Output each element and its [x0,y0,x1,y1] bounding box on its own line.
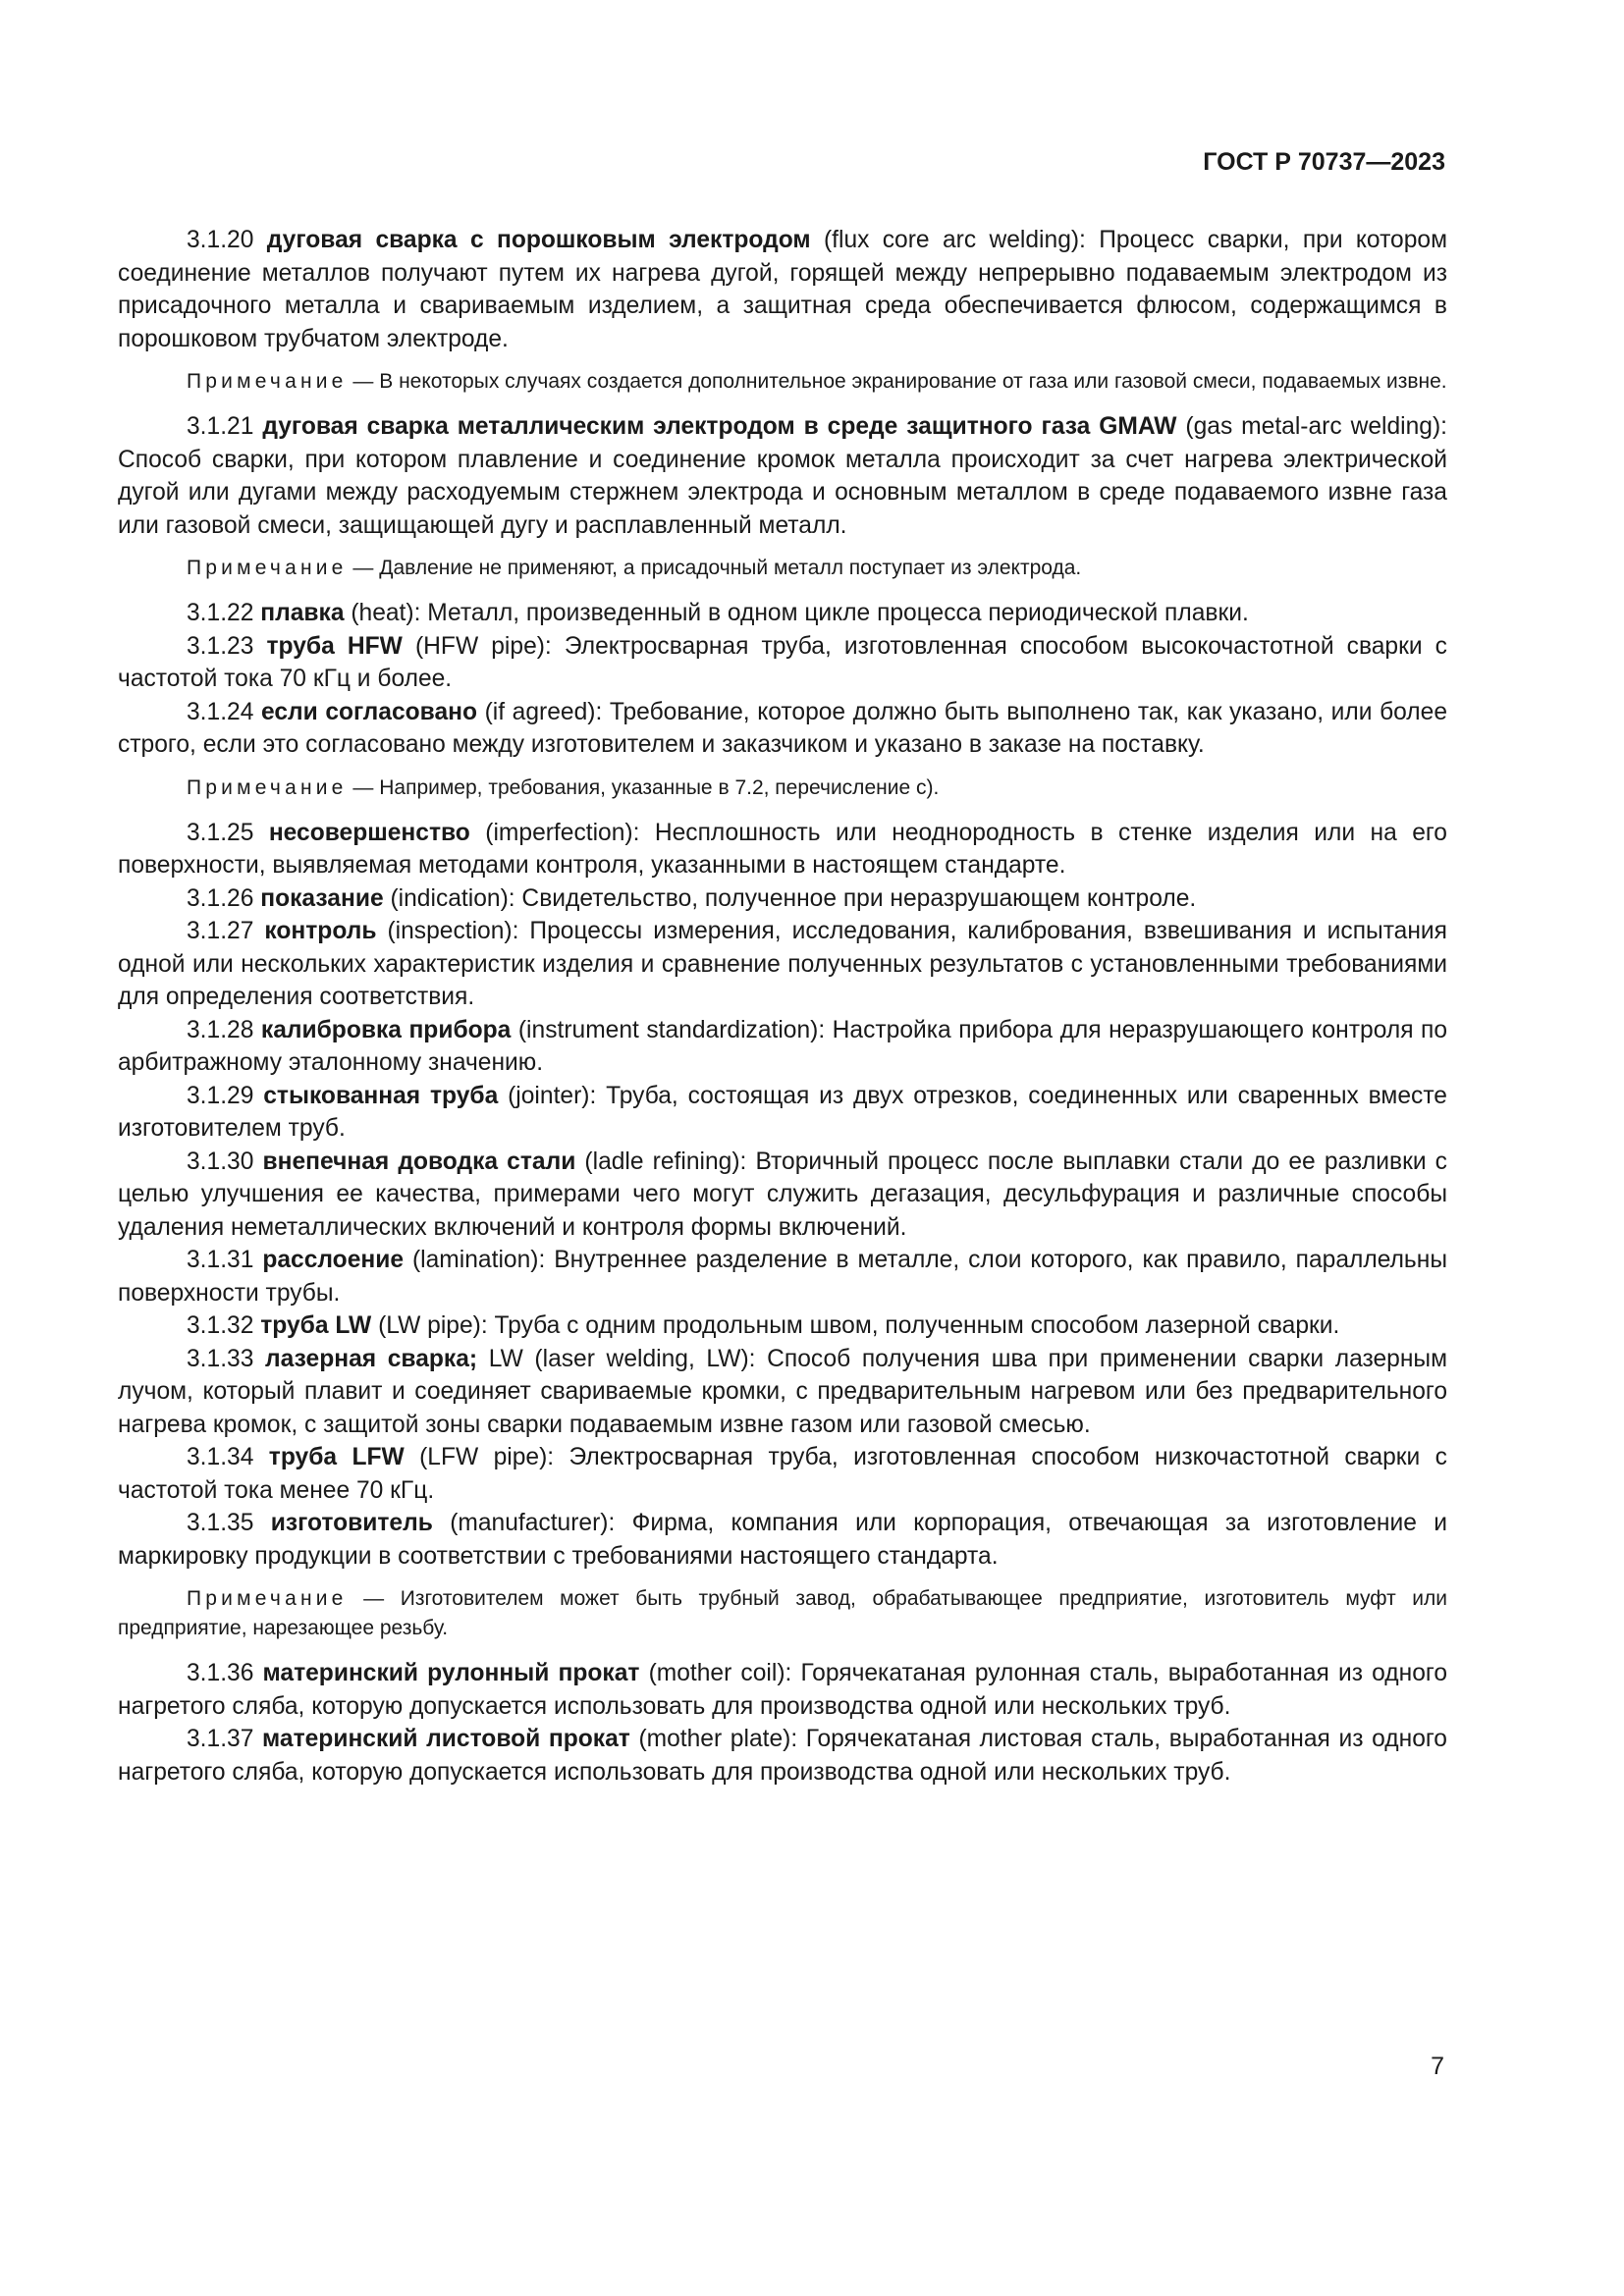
term-text: (if agreed): Требование, которое должно быть выполнено так, как указано, или более строго, если это согласовано между изготовителем и заказчиком и указано в заказе на поставку. [118,698,1447,758]
document-code: ГОСТ Р 70737—2023 [1203,148,1445,176]
term-number: 3.1.26 [187,884,254,912]
term-definition [118,1080,1447,1146]
note [118,367,1447,397]
term-definition [118,630,1447,696]
term-title: лазерная сварка; [265,1345,478,1372]
term-definition [118,597,1447,630]
term-definition [118,1309,1447,1343]
term-title: труба LW [260,1312,372,1339]
note [118,774,1447,803]
term-title: если согласовано [260,698,478,725]
term-definition [118,1343,1447,1442]
term-text: (gas metal-arc welding): Способ сварки, при котором плавление и соединение кромок металла происходит за счет нагрева электрической дугой или дугами между расходуемым стержнем электрода и основным металлом в среде подаваемого извне газа или газовой смеси, защищающей дугу и расплавленный металл. [118,413,1448,539]
term-definition [118,1146,1447,1245]
note-text: — В некоторых случаях создается дополнительное экранирование от газа или газовой смеси, подаваемых извне. [352,370,1447,393]
term-definition [118,1244,1447,1309]
term-number: 3.1.22 [187,600,254,626]
term-title: калибровка прибора [260,1016,512,1043]
term-title: материнский листовой прокат [262,1726,630,1752]
term-definition [118,1441,1447,1507]
term-text: (indication): Свидетельство, полученное при неразрушающем контроле. [383,884,1197,912]
term-title: контроль [264,918,377,944]
term-text: (LW pipe): Труба с одним продольным швом, полученным способом лазерной сварки. [371,1312,1340,1339]
term-definition [118,1657,1447,1723]
term-title: расслоение [262,1247,405,1273]
page-number: 7 [1431,2053,1444,2080]
term-title: плавка [260,600,345,626]
term-number: 3.1.35 [187,1510,254,1536]
term-text: (ladle refining): Вторичный процесс после выплавки стали до ее разливки с целью улучшения ее качества, примерами чего могут служить дегазация, десульфурация и различные способы удаления неметаллических включений и контроля формы включений. [118,1148,1447,1241]
term-number: 3.1.30 [187,1148,254,1175]
term-definition [118,1723,1447,1789]
document-body [118,224,1447,1789]
note [118,554,1447,583]
term-title: стыкованная труба [263,1082,499,1109]
term-text: (manufacturer): Фирма, компания или корпорация, отвечающая за изготовление и маркировку продукции в соответствии с требованиями настоящего стандарта. [118,1510,1447,1570]
term-definition [118,696,1447,762]
term-text: (imperfection): Несплошность или неоднородность в стенке изделия или на его поверхности, выявляемая методами контроля, указанными в настоящем стандарте. [118,819,1447,879]
term-number: 3.1.31 [187,1247,254,1273]
term-number: 3.1.24 [187,698,254,725]
term-definition [118,882,1447,916]
term-number: 3.1.21 [187,413,254,440]
note-label: Примечание [187,775,348,799]
term-text: (lamination): Внутреннее разделение в металле, слои которого, как правило, параллельны поверхности трубы. [118,1247,1447,1307]
term-title: дуговая сварка с порошковым электродом [266,227,811,253]
term-text: LW (laser welding, LW): Способ получения шва при применении сварки лазерным лучом, который плавит и соединяет свариваемые кромки, с предварительным нагревом или без предварительного нагрева кромок, с защитой зоны сварки подаваемым извне газом или газовой смесью. [118,1345,1447,1438]
term-title: материнский рулонный прокат [262,1660,640,1686]
note-text: — Давление не применяют, а присадочный металл поступает из электрода. [352,557,1082,579]
term-text: (mother plate): Горячекатаная листовая сталь, выработанная из одного нагретого сляба, которую допускается использовать для производства одной или нескольких труб. [118,1726,1447,1786]
term-text: (LFW pipe): Электросварная труба, изготовленная способом низкочастотной сварки с частотой тока менее 70 кГц. [118,1444,1447,1504]
term-text: (HFW pipe): Электросварная труба, изготовленная способом высокочастотной сварки с частотой тока 70 кГц и более. [118,632,1447,692]
note-label: Примечание [187,1587,348,1610]
term-text: (inspection): Процессы измерения, исследования, калибрования, взвешивания и испытания одной или нескольких характеристик изделия и сравнение полученных результатов с установленными требованиями для определения соответствия. [118,918,1447,1010]
term-definition [118,915,1447,1014]
term-number: 3.1.23 [187,632,254,660]
term-definition [118,410,1447,542]
term-number: 3.1.28 [187,1016,254,1043]
term-text: (jointer): Труба, состоящая из двух отрезков, соединенных или сваренных вместе изготовителем труб. [118,1082,1447,1142]
term-text: (instrument standardization): Настройка прибора для неразрушающего контроля по арбитражному эталонному значению. [118,1016,1447,1076]
term-definition [118,817,1447,882]
term-number: 3.1.20 [187,227,254,253]
term-title: дуговая сварка металлическим электродом в среде защитного газа GMAW [262,413,1177,440]
term-number: 3.1.29 [187,1082,254,1109]
term-title: показание [260,884,384,912]
term-text: (mother coil): Горячекатаная рулонная сталь, выработанная из одного нагретого сляба, которую допускается использовать для производства одной или нескольких труб. [118,1660,1447,1720]
note-text: — Изготовителем может быть трубный завод, обрабатывающее предприятие, изготовитель муфт или предприятие, нарезающее резьбу. [118,1587,1447,1639]
term-number: 3.1.33 [187,1345,254,1372]
term-number: 3.1.36 [187,1660,254,1686]
term-number: 3.1.34 [187,1444,254,1470]
term-definition [118,1014,1447,1080]
term-text: (flux core arc welding): Процесс сварки, при котором соединение металлов получают путем их нагрева дугой, горящей между непрерывно подаваемым электродом из присадочного металла и свариваемым изделием, а защитная среда обеспечивается флюсом, содержащимся в порошковом трубчатом электроде. [118,227,1448,352]
term-title: труба LFW [268,1444,405,1470]
term-title: труба HFW [266,632,403,660]
note [118,1584,1447,1643]
term-number: 3.1.25 [187,819,254,846]
note-label: Примечание [187,370,348,393]
term-definition [118,1507,1447,1573]
term-definition [118,224,1447,355]
term-number: 3.1.27 [187,918,254,944]
note-text: — Например, требования, указанные в 7.2, перечисление с). [352,775,940,799]
term-text: (heat): Металл, произведенный в одном цикле процесса периодической плавки. [344,600,1249,626]
term-number: 3.1.32 [187,1312,254,1339]
note-label: Примечание [187,557,348,579]
term-number: 3.1.37 [187,1726,254,1752]
term-title: изготовитель [270,1510,433,1536]
term-title: несовершенство [268,819,470,846]
term-title: внепечная доводка стали [262,1148,576,1175]
